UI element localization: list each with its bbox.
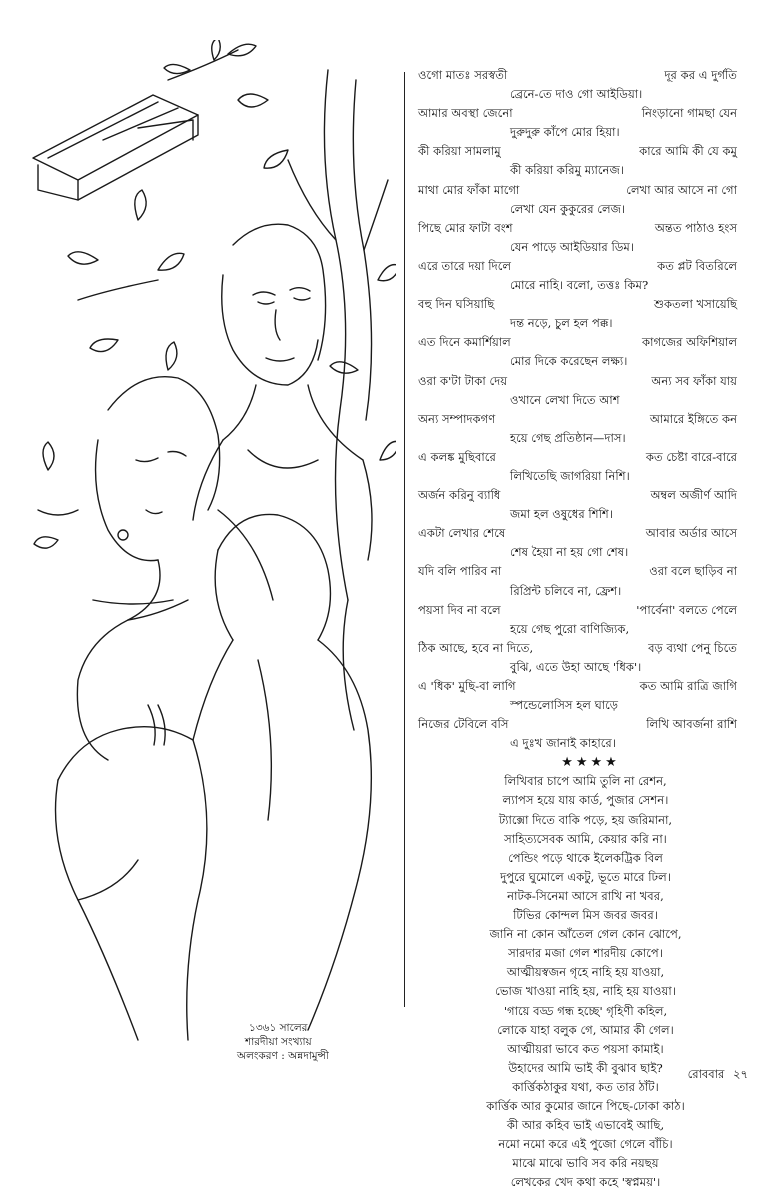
poem-line: [418, 257, 753, 276]
poem-line-right: কত আমি রাত্রি জাগি: [639, 679, 737, 693]
stanza-line: লিখিবার চাপে আমি তুলি না রেশন,: [504, 774, 667, 789]
stanza-line: ট্যাক্সো দিতে বাকি পড়ে, হয় জরিমানা,: [498, 812, 673, 827]
poem-line: [418, 142, 753, 161]
stanza-line: ল্যাপস হয়ে যায় কার্ড, পুজার সেশন।: [502, 793, 669, 808]
poem-line: [418, 104, 753, 123]
poem-line-right: আবার অর্ডার আসে: [645, 526, 737, 541]
poem-line-refrain: [418, 85, 753, 104]
poem-line-refrain: [418, 467, 753, 486]
poem-line-right: শুকতলা খসায়েছি: [654, 297, 737, 312]
poem-line-indented: বুঝি, এতে উহা আছে 'ধিক'।: [510, 659, 642, 674]
poem-line-refrain: [418, 123, 753, 142]
poem-line-left: এ 'ধিক' মুছি-বা লাগি: [418, 679, 516, 693]
poem-line-right: অম্বল অজীর্ণ আদি: [650, 488, 737, 503]
tree-trunk: [288, 70, 388, 730]
poem-line-refrain: [418, 620, 753, 639]
poem-line: [418, 677, 753, 696]
poem-line-right: অন্য সব ফাঁকা যায়: [651, 373, 737, 388]
poem-line-indented: লেখা যেন কুকুরের লেজ।: [510, 201, 626, 216]
poem-line-indented: জমা হল ওষুধের শিশি।: [510, 507, 613, 522]
stanza-line: মাঝে মাঝে ভাবি সব করি নয়ছয়: [512, 1156, 659, 1171]
poem-line: [418, 715, 753, 734]
woman-back-view: [56, 514, 372, 1040]
poem-line-left: আমার অবস্থা জেনো: [418, 106, 513, 121]
poem-stanza: [418, 772, 753, 1192]
poem-line-left: মাথা মোর ফাঁকা মাগো: [418, 182, 520, 197]
poem-line: [418, 562, 753, 581]
stanza-line: কার্ত্তিকঠাকুর যথা, কত তার ঠাঁট।: [512, 1079, 659, 1094]
stanza-line: জানি না কোন আঁতেল গেল কোন ঝোপে,: [489, 927, 682, 942]
poem-line-indented: এ দুঃখ জানাই কাহারে।: [510, 736, 616, 751]
poem-line-indented: স্পন্ডেলোসিস হল ঘাড়ে: [510, 698, 619, 713]
poem-line-left: নিজের টেবিলে বসি: [418, 717, 509, 732]
poem: [418, 66, 753, 1192]
stanza-line: ভোজ খাওয়া নাহি হয়, নাহি হয় যাওয়া।: [495, 984, 676, 999]
poem-line: [418, 219, 753, 238]
stanza-line: কার্ত্তিক আর কুমোর জানে পিছে-ঢোকা কাঠ।: [486, 1098, 685, 1113]
poem-line-indented: হয়ে গেছ পুরো বাণিজ্যিক,: [510, 621, 630, 636]
poem-line-refrain: [418, 543, 753, 562]
poem-line-refrain: [418, 658, 753, 677]
poem-line-left: কী করিয়া সামলামু: [418, 144, 501, 159]
poem-line: [418, 524, 753, 543]
poem-line: [418, 372, 753, 391]
poem-line-indented: রিপ্রিন্ট চলিবে না, ফ্রেশ।: [510, 583, 622, 598]
stanza-line: আত্মীয়স্বজন গৃহে নাহি হয় যাওয়া,: [506, 965, 665, 980]
poem-line: [418, 66, 753, 85]
poem-line-indented: ব্রেনে-তে দাও গো আইডিয়া।: [510, 87, 643, 102]
poem-line-left: ওরা ক'টা টাকা দেয়: [418, 373, 508, 388]
poem-line-left: যদি বলি পারিব না: [418, 564, 502, 579]
poem-line-left: একটা লেখার শেষে: [418, 526, 506, 541]
illustration-caption: [237, 1021, 329, 1063]
leaves: [34, 94, 396, 548]
poem-line-right: ওরা বলে ছাড়িব না: [649, 564, 737, 579]
poem-line-refrain: [418, 734, 753, 753]
branch-top-left: [164, 40, 256, 80]
poem-line-left: বহু দিন ঘসিয়াছি: [418, 297, 495, 312]
poem-line: [418, 486, 753, 505]
poem-line-right: লিখি আবর্জনা রাশি: [646, 717, 737, 732]
poem-line-refrain: [418, 161, 753, 180]
poem-line-indented: মোরে নাহি। বলো, তত্তঃ কিম?: [510, 278, 649, 293]
poem-line-left: অন্য সম্পাদকগণ: [418, 411, 496, 426]
stanza-line: দুপুরে ঘুমোলে একটু, ভূতে মারে ঢিল।: [500, 869, 671, 884]
poem-line-left: এত দিনে কমার্শিয়াল: [418, 335, 511, 350]
stanza-line: নাটক-সিনেমা আসে রাখি না খবর,: [507, 888, 664, 903]
poem-line-indented: যেন পাড়ে আইডিয়ার ডিম।: [510, 239, 634, 254]
stanza-line: কী আর কহিব ভাই এভাবেই আছি,: [506, 1118, 665, 1133]
poem-line-right: কত প্লট বিতরিলে: [657, 258, 737, 273]
stanza-line: উহাদের আমি ভাই কী বুঝাব ছাই?: [508, 1060, 663, 1075]
poem-line-refrain: [418, 200, 753, 219]
poem-line-right: কারে আমি কী যে কমু: [639, 144, 737, 159]
woman-standing: [193, 224, 372, 560]
poem-line: [418, 295, 753, 314]
magazine-name: রোববার: [687, 1067, 725, 1081]
stanza-line: পেন্ডিং পড়ে থাকে ইলেকট্রিক বিল: [508, 850, 663, 865]
stanza-separator: ★★★★: [561, 755, 620, 771]
poem-line-indented: কী করিয়া করিমু ম্যানেজ।: [510, 163, 624, 178]
poem-line-right: বড় ব্যথা পেনু চিতে: [648, 640, 737, 655]
roof-structure: [33, 95, 198, 200]
poem-line-refrain: [418, 238, 753, 257]
stanza-line: আত্মীয়রা ভাবে কত পয়সা কামাই।: [507, 1041, 664, 1056]
poem-line: [418, 639, 753, 658]
poem-line-refrain: [418, 352, 753, 371]
poem-line-left: ওগো মাতঃ সরস্বতী: [418, 68, 508, 82]
poem-line-right: 'পার্বেনা' বলতে পেলে: [636, 602, 737, 617]
poem-line-right: নিংড়ানো গামছা যেন: [641, 106, 737, 121]
poem-line-right: দূর কর এ দুর্গতি: [664, 68, 737, 82]
poem-line-left: পিছে মোর ফাটা বংশ: [418, 220, 513, 235]
stanza-line: সারদার মজা গেল শারদীয় কোপে।: [508, 946, 663, 961]
poem-line-left: পয়সা দিব না বলে: [418, 602, 501, 617]
poem-line-right: অন্তত পাঠাও হংস: [654, 220, 737, 235]
stanza-line: সাহিত্যসেবক আমি, কেয়ার করি না।: [504, 831, 667, 846]
stanza-line: টিভির কোন্দল মিস জবর জবর।: [513, 908, 658, 923]
poem-line: [418, 410, 753, 429]
poem-line: [418, 181, 753, 200]
poem-line-refrain: [418, 505, 753, 524]
stanza-line: লেখকের খেদ কথা কহে 'স্বপ্নময়'।: [510, 1175, 661, 1190]
poem-line: [418, 601, 753, 620]
page-footer: [688, 1066, 748, 1085]
poem-line-indented: দন্ত নড়ে, চুল হল পক্ক।: [510, 316, 613, 331]
poem-line-indented: শেষ হৈয়া না হয় গো শেষ।: [510, 545, 629, 560]
poem-line-indented: হয়ে গেছ প্রতিষ্ঠান—দাস।: [510, 430, 626, 445]
poem-line-indented: মোর দিকে করেছেন লক্ষ্য।: [510, 354, 628, 369]
column-divider: [404, 72, 405, 1007]
stanza-line: 'গায়ে বড্ড গন্ধ হচ্ছে' গৃহিণী কহিল,: [503, 1003, 668, 1018]
poem-line-left: এ কলঙ্ক মুছিবারে: [418, 449, 496, 464]
poem-line-refrain: [418, 696, 753, 715]
line-illustration: [18, 40, 396, 1080]
caption-line-artist: অলংকরণ : অন্নদামুন্সী: [237, 1050, 329, 1062]
poem-couplets: [418, 66, 753, 753]
caption-line-issue: শারদীয়া সংখ্যায়: [245, 1036, 312, 1048]
poem-line-left: ঠিক আছে, হবে না দিতে,: [418, 640, 534, 655]
poem-line-right: লেখা আর আসে না গো: [626, 182, 737, 197]
caption-line-year: ১৩৬১ সালের: [249, 1022, 308, 1034]
poem-line-refrain: [418, 314, 753, 333]
poem-line-right: আমারে ইঙ্গিতে কন: [649, 411, 737, 426]
woman-leaning: [77, 377, 273, 760]
poem-line-right: কত চেষ্টা বারে-বারে: [645, 449, 737, 464]
poem-line-indented: লিখিতেছি জাগরিয়া নিশি।: [510, 468, 630, 483]
page-number: ২৭: [733, 1067, 748, 1081]
poem-line-refrain: [418, 391, 753, 410]
poem-line: [418, 448, 753, 467]
poem-line-left: অর্জন করিনু ব্যাধি: [418, 488, 501, 503]
stanza-line: লোকে যাহা বলুক গে, আমার কী গেল।: [497, 1022, 674, 1037]
poem-line-indented: ওখানে লেখা দিতে আশ: [510, 392, 620, 407]
poem-line-right: কাগজের অফিশিয়াল: [641, 335, 737, 350]
stanza-line: নমো নমো করে এই পুজো গেলে বাঁচি।: [498, 1137, 673, 1152]
poem-line-refrain: [418, 429, 753, 448]
poem-line-refrain: [418, 276, 753, 295]
poem-line-refrain: [418, 582, 753, 601]
poem-line-indented: দুরুদুরু কাঁপে মোর হিয়া।: [510, 125, 620, 140]
poem-line-left: এরে তারে দয়া দিলে: [418, 258, 511, 273]
poem-line: [418, 333, 753, 352]
